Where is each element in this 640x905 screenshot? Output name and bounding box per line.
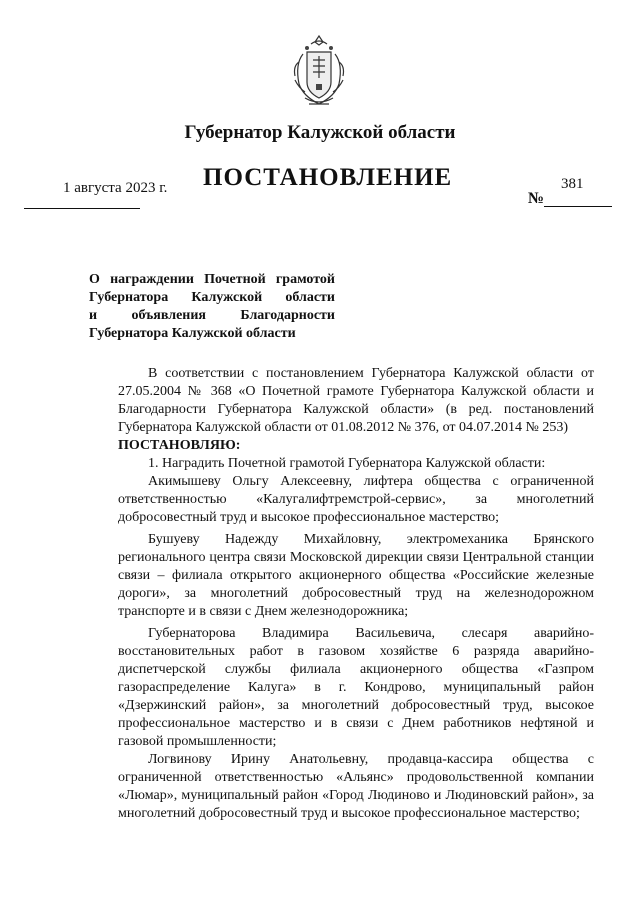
number-underline xyxy=(544,206,612,207)
preamble: В соответствии с постановлением Губернатора Калужской области от 27.05.2004 № 368 «О Почетной грамоте Губернатора Калужской области и Благодарности Губернатора Калужской области» (в ред. постановлений Губернатора Калужской области от 01.08.2012 № 376, от 04.07.2014 № 253) xyxy=(118,366,594,435)
document-date: 1 августа 2023 г. xyxy=(63,180,168,196)
document-body xyxy=(118,365,594,823)
awardee-paragraph: Губернаторова Владимира Васильевича, слесаря аварийно-восстановительных работ в газовом хозяйстве 6 разряда аварийно-диспетчерской службы филиала акционерного общества «Газпром газораспределение Калуга» в г. Кондрово, муниципальный район «Дзержинский район», за многолетний добросовестный труд, высокое профессиональное мастерство и в связи с Днем работников нефтяной и газовой промышленности; xyxy=(118,626,594,749)
subject-line: и объявления Благодарности xyxy=(89,308,335,323)
document-type: ПОСТАНОВЛЕНИЕ xyxy=(203,164,453,191)
date-underline xyxy=(24,208,140,209)
awardee-paragraph: Акимышеву Ольгу Алексеевну, лифтера общества с ограниченной ответственностью «Калугалифтремстрой-сервис», за многолетний добросовестный труд и высокое профессиональное мастерство; xyxy=(118,474,594,525)
coat-of-arms-icon xyxy=(287,32,351,112)
subject-line: Губернатора Калужской области xyxy=(89,290,335,305)
item-1: 1. Наградить Почетной грамотой Губернатора Калужской области: xyxy=(148,456,546,471)
governor-title: Губернатор Калужской области xyxy=(184,122,456,143)
document-number: 381 xyxy=(561,176,584,192)
decree-word: ПОСТАНОВЛЯЮ: xyxy=(118,438,241,453)
document-subject xyxy=(89,271,335,343)
subject-line: Губернатора Калужской области xyxy=(89,326,296,341)
awardee-paragraph: Логвинову Ирину Анатольевну, продавца-кассира общества с ограниченной ответственностью «Альянс» продовольственной компании «Люмар», муниципальный район «Город Людиново и Людиновский район», за многолетний добросовестный труд и высокое профессиональное мастерство; xyxy=(118,752,594,821)
awardee-paragraph: Бушуеву Надежду Михайловну, электромеханика Брянского регионального центра связи Московской дирекции связи Центральной станции связи – филиала открытого акционерного общества «Российские железные дороги», за многолетний добросовестный труд на железнодорожном транспорте и в связи с Днем железнодорожника; xyxy=(118,532,594,619)
number-sign: № xyxy=(528,190,545,207)
subject-line: О награждении Почетной грамотой xyxy=(89,272,335,287)
